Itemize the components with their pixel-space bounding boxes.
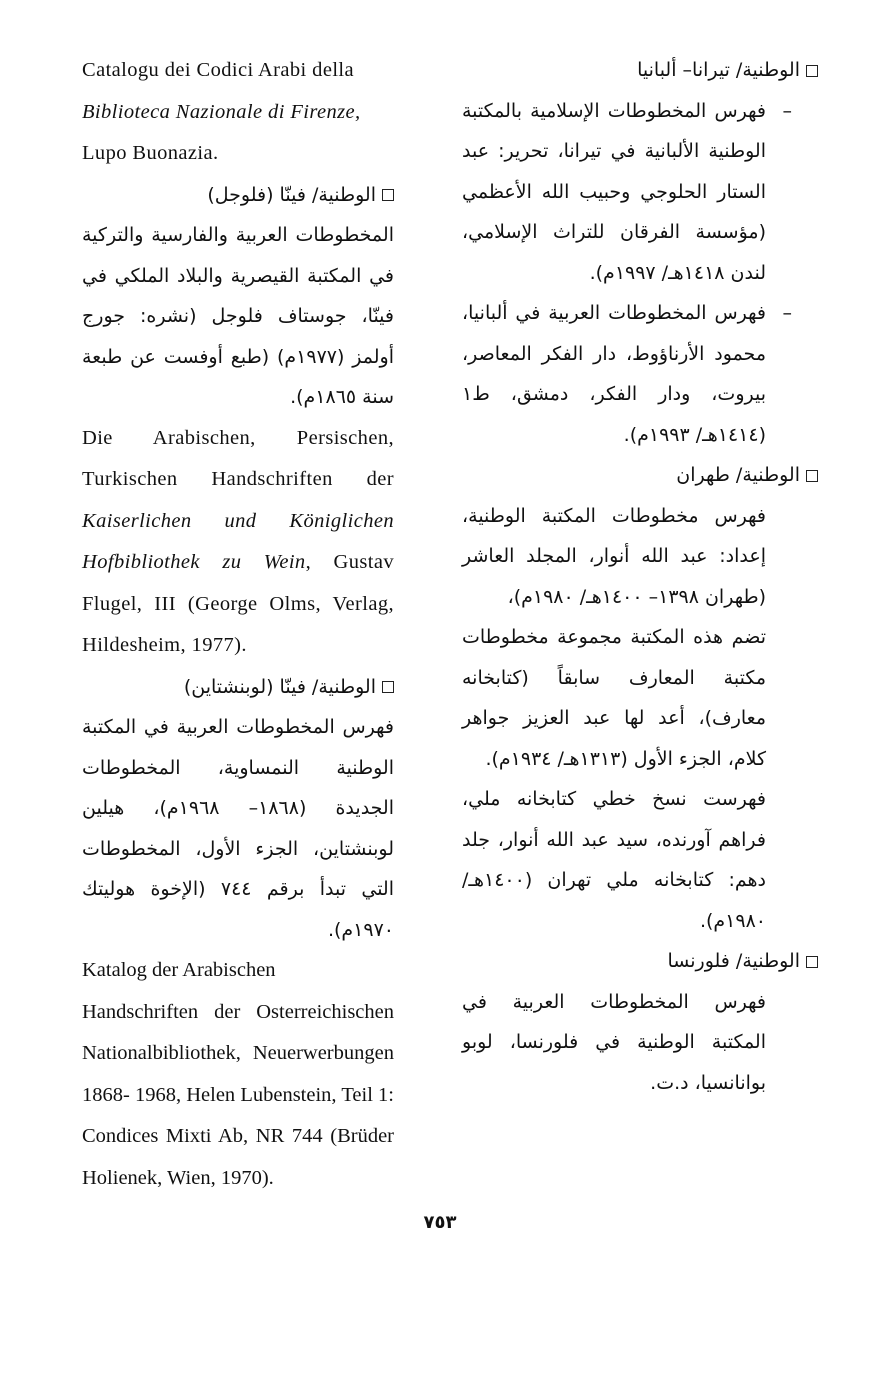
florence-latin-line1: Catalogu dei Codici Arabi della xyxy=(82,59,355,81)
right-column xyxy=(462,50,800,1103)
tirana-entry-2: – فهرس المخطوطات العربية في ألبانيا، محمود الأرناؤوط، دار الفكر المعاصر، بيروت، ودار الفكر، دمشق، ط١ (١٤١٤هـ/ ١٩٩٣م). xyxy=(462,293,792,455)
vienna-flugel-latin-citation: Die Arabischen, Persischen, Turkischen Handschriften der Kaiserlichen und Königlichen Hofbibliothek zu Wein, Gustav Flugel, III (George Olms, Verlag, Hildesheim, 1977). xyxy=(82,426,394,656)
section-heading-florence: الوطنية/ فلورنسا xyxy=(462,941,818,982)
page-number: ٧٥٣ xyxy=(423,1212,457,1233)
vienna-lubenstein-arabic-citation: فهرس المخطوطات العربية في المكتبة الوطنية النمساوية، المخطوطات الجديدة (١٨٦٨– ١٩٦٨م)، هيلين لوبنشتاين، الجزء الأول، المخطوطات التي تبدأ برقم ٧٤٤ (الإخوة هوليتك ١٩٧٠م). xyxy=(82,716,394,941)
florence-latin-citation xyxy=(82,50,394,175)
checkbox-square-icon xyxy=(382,189,394,201)
dash-bullet: – xyxy=(782,302,792,324)
tehran-paragraph-1: فهرس مخطوطات المكتبة الوطنية، إعداد: عبد الله أنوار، المجلد العاشر (طهران ١٣٩٨– ١٤٠٠هـ/ ١٩٨٠م)، xyxy=(462,504,766,608)
section-heading-vienna-lubenstein: الوطنية/ فينّا (لوبنشتاين) xyxy=(82,667,394,708)
vienna-lubenstein-latin-citation xyxy=(82,950,394,1199)
checkbox-square-icon xyxy=(806,470,818,482)
florence-latin-line3: Lupo Buonazia. xyxy=(82,142,219,164)
florence-latin-line2: Biblioteca Nazionale di Firenze, xyxy=(82,100,361,123)
section-heading-tehran: الوطنية/ طهران xyxy=(462,455,818,496)
checkbox-square-icon xyxy=(806,65,818,77)
vienna-lubenstein-latin-rest: Handschriften der Osterreichischen Nationalbibliothek, Neuerwerbungen 1868- 1968, Helen Lubenstein, Teil 1: Condices Mixti Ab, NR 744 (Brüder Holienek, Wien, 1970). xyxy=(82,1000,394,1189)
section-heading-tirana: الوطنية/ تيرانا– ألبانيا xyxy=(462,50,818,91)
left-column xyxy=(82,50,394,1199)
florence-arabic-citation: فهرس المخطوطات العربية في المكتبة الوطنية في فلورنسا، لوبو بوانانسيا، د.ت. xyxy=(462,990,766,1094)
section-heading-vienna-flugel: الوطنية/ فينّا (فلوجل) xyxy=(82,175,394,216)
vienna-flugel-arabic-citation: المخطوطات العربية والفارسية والتركية في المكتبة القيصرية والبلاد الملكي في فينّا، جوستاف فلوجل (نشره: جورج أولمز (١٩٧٧م) (طبع أوفست عن طبعة سنة ١٨٦٥م). xyxy=(82,224,394,408)
checkbox-square-icon xyxy=(806,956,818,968)
checkbox-square-icon xyxy=(382,681,394,693)
tirana-entry-1: – فهرس المخطوطات الإسلامية بالمكتبة الوطنية الألبانية في تيرانا، تحرير: عبد الستار الحلوجي وحبيب الله الأعظمي (مؤسسة الفرقان للتراث الإسلامي، لندن ١٤١٨هـ/ ١٩٩٧م). xyxy=(462,91,792,294)
tehran-paragraph-3: فهرست نسخ خطي كتابخانه ملي، فراهم آورنده، سيد عبد الله أنوار، جلد دهم: كتابخانه ملي تهران (١٤٠٠هـ/ ١٩٨٠م). xyxy=(462,788,766,932)
tehran-paragraph-2: تضم هذه المكتبة مجموعة مخطوطات مكتبة المعارف سابقاً (كتابخانه معارف)، أعد لها عبد العزيز جواهر كلام، الجزء الأول (١٣١٣هـ/ ١٩٣٤م). xyxy=(462,626,766,770)
dash-bullet: – xyxy=(782,99,792,122)
vienna-lubenstein-latin-line1: Katalog der Arabischen xyxy=(82,959,276,981)
